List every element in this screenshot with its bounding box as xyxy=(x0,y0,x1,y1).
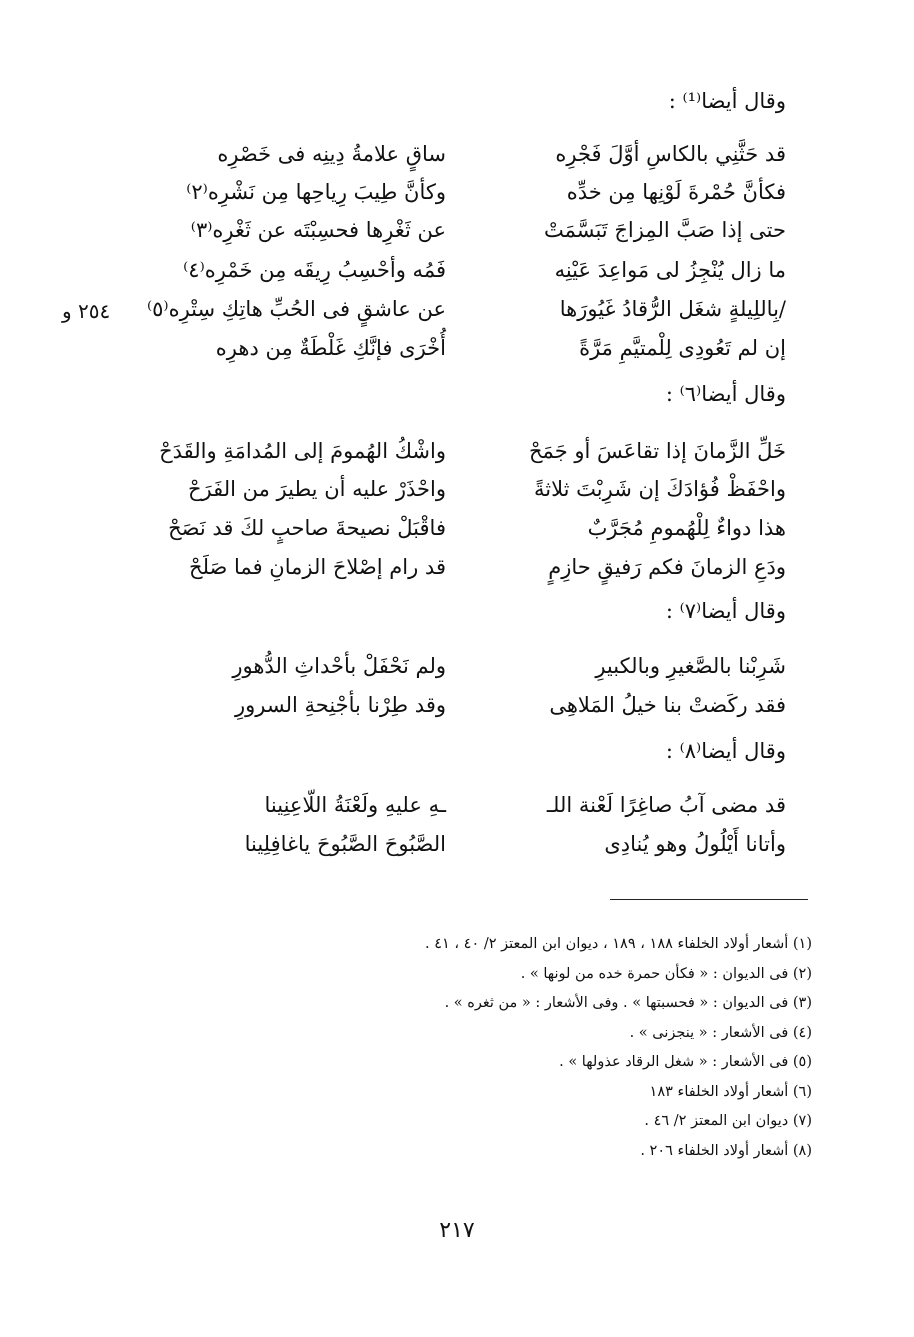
verse-line xyxy=(176,329,786,367)
verse-line xyxy=(176,211,786,249)
poem-heading: وقال أيضا⁽٧⁾ : xyxy=(665,599,786,623)
verse-line xyxy=(176,825,786,863)
verse-line xyxy=(168,509,786,547)
page-number: ٢١٧ xyxy=(439,1218,475,1243)
verse-second-hemistich: أُخْرَى فإنَّكِ غَلْطَةٌ مِن دهرِه xyxy=(215,336,446,360)
verse-second-hemistich: ولم نَحْفَلْ بأحْداثِ الدُّهورِ xyxy=(232,654,446,678)
verse-line xyxy=(176,251,786,289)
verse-second-hemistich: ـهِ عليهِ ولَعْنَةُ اللّاعِنِينا xyxy=(264,793,446,817)
footnotes xyxy=(425,930,812,1166)
verse-second-hemistich: عن ثَغْرِها فحسِبْتَه عن ثَغْرِه⁽٣⁾ xyxy=(190,218,446,242)
verse-first-hemistich: وأتانا أَيْلُولُ وهو يُنادِى xyxy=(604,832,786,856)
footnote: (٨) أشعار أولاد الخلفاء ٢٠٦ . xyxy=(640,1142,812,1159)
footnote: (٧) ديوان ابن المعتز ٢/ ٤٦ . xyxy=(644,1113,812,1129)
footnote: (٦) أشعار أولاد الخلفاء ١٨٣ xyxy=(649,1083,812,1100)
verse-second-hemistich: وكأنَّ طِيبَ رِياحِها مِن نَشْرِه⁽٢⁾ xyxy=(186,180,446,204)
verse-second-hemistich: واحْذَرْ عليه أن يطيرَ من الفَرَحْ xyxy=(187,477,446,501)
verse-second-hemistich: ساقٍ علامةُ دِينِه فى خَصْرِه xyxy=(217,142,446,166)
verse-first-hemistich: فقد ركَضتْ بنا خيلُ المَلاهِى xyxy=(549,693,786,717)
footnote: (١) أشعار أولاد الخلفاء ١٨٨ ، ١٨٩ ، ديوان ابن المعتز ٢/ ٤٠ ، ٤١ . xyxy=(424,936,812,952)
verse-second-hemistich: فَمُه وأحْسِبُ رِيقَه مِن خَمْرِه⁽٤⁾ xyxy=(183,258,446,282)
footnote: (٥) فى الأشعار : « شغل الرقاد عذولها » . xyxy=(559,1054,812,1070)
poem-heading: وقال أيضا⁽¹⁾ : xyxy=(668,89,786,113)
verse-first-hemistich: قد حَثَّنِي بالكاسِ أوَّلَ فَجْرِه xyxy=(555,142,786,166)
verse-first-hemistich: خَلِّ الزَّمانَ إذا تقاعَسَ أو جَمَحْ xyxy=(529,439,786,463)
verse-line xyxy=(176,135,786,173)
poem-heading: وقال أيضا⁽٦⁾ : xyxy=(665,382,786,406)
verse-line xyxy=(176,548,786,586)
verse-line xyxy=(176,786,786,824)
verse-second-hemistich: فاقْبَلْ نصيحةَ صاحبٍ لكَ قد نَصَحْ xyxy=(168,516,446,540)
verse-first-hemistich: واحْفَظْ فُؤادَكَ إن شَرِبْتَ ثلاثةً xyxy=(534,477,786,501)
verse-second-hemistich: وقد طِرْنا بأجْنِحةِ السرورِ xyxy=(235,693,446,717)
verse-first-hemistich: هذا دواءٌ لِلْهُمومِ مُجَرَّبٌ xyxy=(587,516,786,540)
verse-line xyxy=(176,173,786,211)
verse-second-hemistich: الصَّبُوحَ الصَّبُوحَ ياغافِلِينا xyxy=(244,832,446,856)
poem-heading: وقال أيضا⁽٨⁾ : xyxy=(665,739,786,763)
manuscript-folio-note: ٢٥٤ و xyxy=(62,299,111,323)
verse-second-hemistich: واشْكُ الهُمومَ إلى المُدامَةِ والقَدَحْ xyxy=(159,439,446,463)
footnote: (٤) فى الأشعار : « ينجزنى » . xyxy=(629,1024,812,1041)
verse-first-hemistich: فكأنَّ حُمْرةَ لَوْنِها مِن خدِّه xyxy=(566,180,786,204)
verse-line xyxy=(176,470,786,508)
verse-line xyxy=(146,290,786,328)
verse-first-hemistich: ودَعِ الزمانَ فكم رَفيقٍ حازِمٍ xyxy=(548,555,786,579)
verse-line xyxy=(176,647,786,685)
verse-first-hemistich: حتى إذا صَبَّ المِزاجَ تَبَسَّمَتْ xyxy=(543,218,786,242)
verse-first-hemistich: ما زال يُنْجِزُ لى مَواعِدَ عَيْنِه xyxy=(554,258,786,282)
verse-second-hemistich: عن عاشقٍ فى الحُبِّ هاتِكِ سِتْرِه⁽٥⁾ xyxy=(146,297,446,321)
footnote-divider xyxy=(610,899,808,900)
verse-second-hemistich: قد رام إصْلاحَ الزمانِ فما صَلَحْ xyxy=(189,555,446,579)
verse-line xyxy=(159,432,786,470)
verse-first-hemistich: /بِاللِيلةٍ شغَل الرُّقادُ غَيُورَها xyxy=(559,297,786,321)
footnote: (٢) فى الديوان : « فكأن حمرة خده من لونها » . xyxy=(520,965,812,982)
verse-first-hemistich: إن لم تَعُودِى لِلْمتيَّمِ مَرَّةً xyxy=(579,336,786,360)
verse-line xyxy=(176,686,786,724)
verse-first-hemistich: شَرِبْنا بالصَّغيرِ وبالكبيرِ xyxy=(595,654,786,678)
verse-first-hemistich: قد مضى آبُ صاغِرًا لَعْنة اللـ xyxy=(546,793,786,817)
footnote: (٣) فى الديوان : « فحسبتها » . وفى الأشعار : « من ثغره » . xyxy=(444,995,812,1011)
